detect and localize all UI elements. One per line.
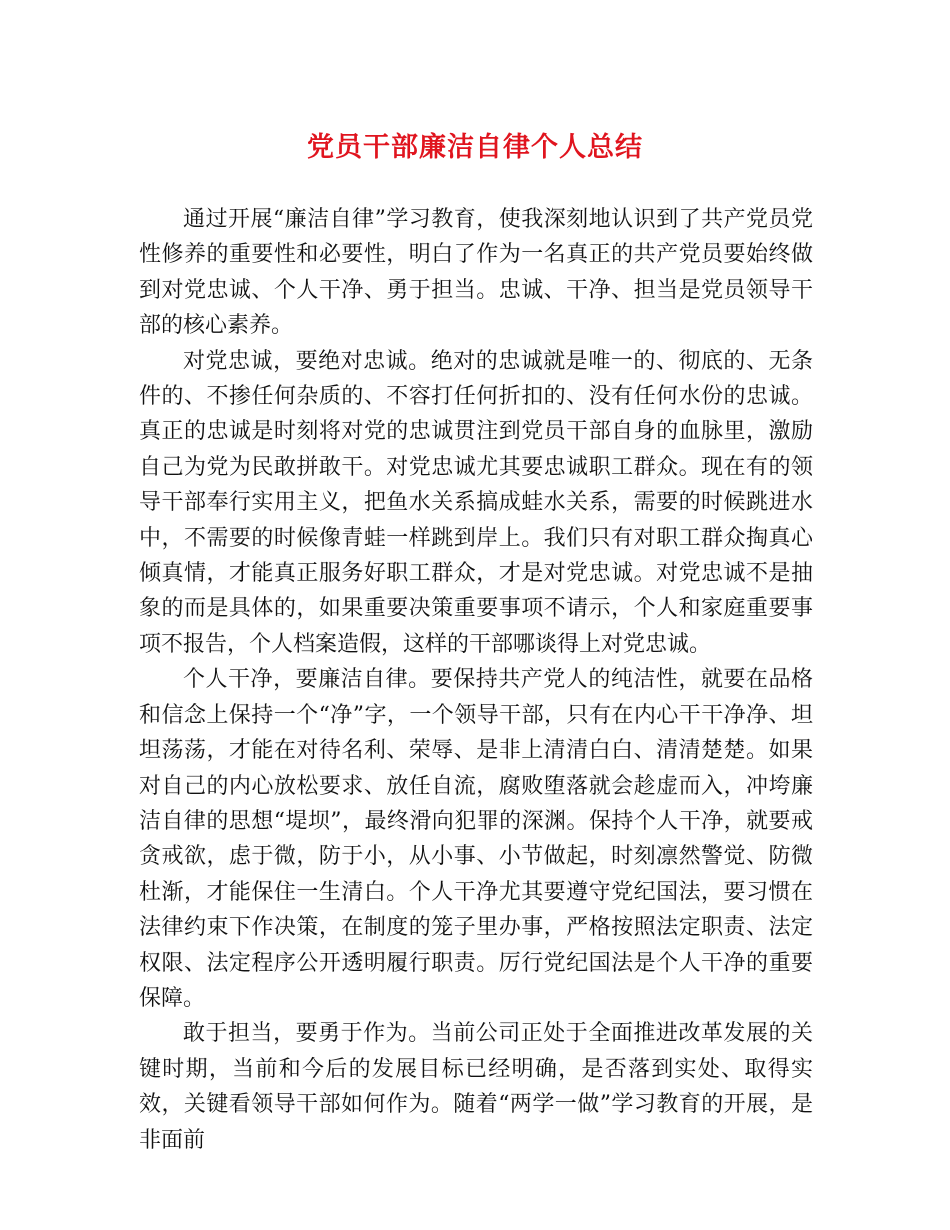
paragraph-intro: 通过开展“廉洁自律”学习教育，使我深刻地认识到了共产党员党性修养的重要性和必要性，明白了作为一名真正的共产党员要始终做到对党忠诚、个人干净、勇于担当。忠诚、干净、担当是党员领导干部的核心素养。 bbox=[139, 207, 813, 339]
paragraph-loyalty: 对党忠诚，要绝对忠诚。绝对的忠诚就是唯一的、彻底的、无条件的、不掺任何杂质的、不容打任何折扣的、没有任何水份的忠诚。真正的忠诚是时刻将对党的忠诚贯注到党员干部自身的血脉里，激励自己为党为民敢拼敢干。对党忠诚尤其要忠诚职工群众。现在有的领导干部奉行实用主义，把鱼水关系搞成蛙水关系，需要的时候跳进水中，不需要的时候像青蛙一样跳到岸上。我们只有对职工群众掏真心倾真情，才能真正服务好职工群众，才是对党忠诚。对党忠诚不是抽象的而是具体的，如果重要决策重要事项不请示，个人和家庭重要事项不报告，个人档案造假，这样的干部哪谈得上对党忠诚。 bbox=[139, 348, 813, 657]
paragraph-responsibility: 敢于担当，要勇于作为。当前公司正处于全面推进改革发展的关键时期，当前和今后的发展目标已经明确，是否落到实处、取得实效，关键看领导干部如何作为。随着“两学一做”学习教育的开展，是非面前 bbox=[139, 1021, 813, 1153]
paragraph-integrity: 个人干净，要廉洁自律。要保持共产党人的纯洁性，就要在品格和信念上保持一个“净”字，一个领导干部，只有在内心干干净净、坦坦荡荡，才能在对待名利、荣辱、是非上清清白白、清清楚楚。如果对自己的内心放松要求、放任自流，腐败堕落就会趁虚而入，冲垮廉洁自律的思想“堤坝”，最终滑向犯罪的深渊。保持个人干净，就要戒贪戒欲，虑于微，防于小，从小事、小节做起，时刻凛然警觉、防微杜渐，才能保住一生清白。个人干净尤其要遵守党纪国法，要习惯在法律约束下作决策，在制度的笼子里办事，严格按照法定职责、法定权限、法定程序公开透明履行职责。厉行党纪国法是个人干净的重要保障。 bbox=[139, 667, 813, 1011]
document-body bbox=[139, 202, 813, 1158]
document-title: 党员干部廉洁自律个人总结 bbox=[307, 132, 643, 163]
